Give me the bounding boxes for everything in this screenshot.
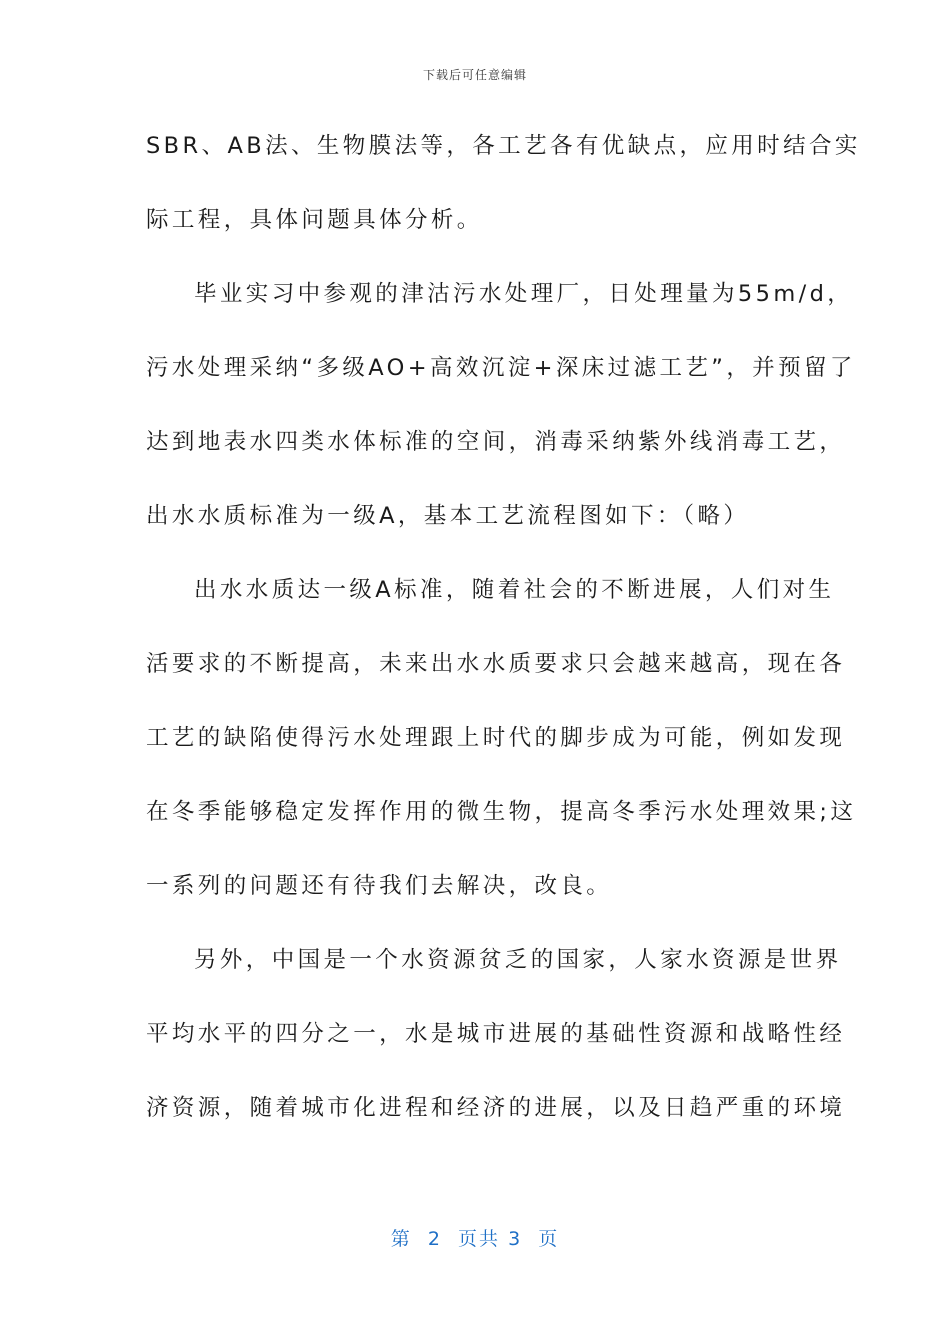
text-line: 活要求的不断提高，未来出水水质要求只会越来越高，现在各 bbox=[146, 651, 846, 677]
text-line: 平均水平的四分之一，水是城市进展的基础性资源和战略性经 bbox=[146, 1021, 846, 1047]
text-line: 济资源，随着城市化进程和经济的进展，以及日趋严重的环境 bbox=[146, 1095, 846, 1121]
footer-prefix: 第 bbox=[390, 1228, 412, 1250]
footer-suffix: 页 bbox=[538, 1228, 560, 1250]
text-line: 达到地表水四类水体标准的空间，消毒采纳紫外线消毒工艺， bbox=[146, 429, 846, 455]
footer-middle: 页共 bbox=[458, 1228, 501, 1250]
page-footer bbox=[0, 1224, 950, 1251]
footer-current-page: 2 bbox=[427, 1228, 442, 1250]
text-line: 毕业实习中参观的津沽污水处理厂，日处理量为55m/d， bbox=[194, 281, 854, 307]
text-line: 出水水质标准为一级A，基本工艺流程图如下：（略） bbox=[146, 503, 750, 529]
text-line: 在冬季能够稳定发挥作用的微生物，提高冬季污水处理效果;这 bbox=[146, 799, 857, 825]
text-line: 际工程，具体问题具体分析。 bbox=[146, 207, 483, 233]
text-line: 工艺的缺陷使得污水处理跟上时代的脚步成为可能，例如发现 bbox=[146, 725, 846, 751]
text-line: 出水水质达一级A标准，随着社会的不断进展，人们对生 bbox=[194, 577, 835, 603]
document-body bbox=[146, 120, 861, 1156]
text-line: 另外，中国是一个水资源贫乏的国家，人家水资源是世界 bbox=[194, 947, 842, 973]
page-header: 下载后可任意编辑 bbox=[422, 68, 527, 82]
text-line: SBR、AB法、生物膜法等，各工艺各有优缺点，应用时结合实 bbox=[146, 133, 861, 159]
text-line: 污水处理采纳“多级AO+高效沉淀+深床过滤工艺”，并预留了 bbox=[146, 355, 856, 381]
text-line: 一系列的问题还有待我们去解决，改良。 bbox=[146, 873, 613, 899]
footer-total-pages: 3 bbox=[508, 1228, 523, 1250]
